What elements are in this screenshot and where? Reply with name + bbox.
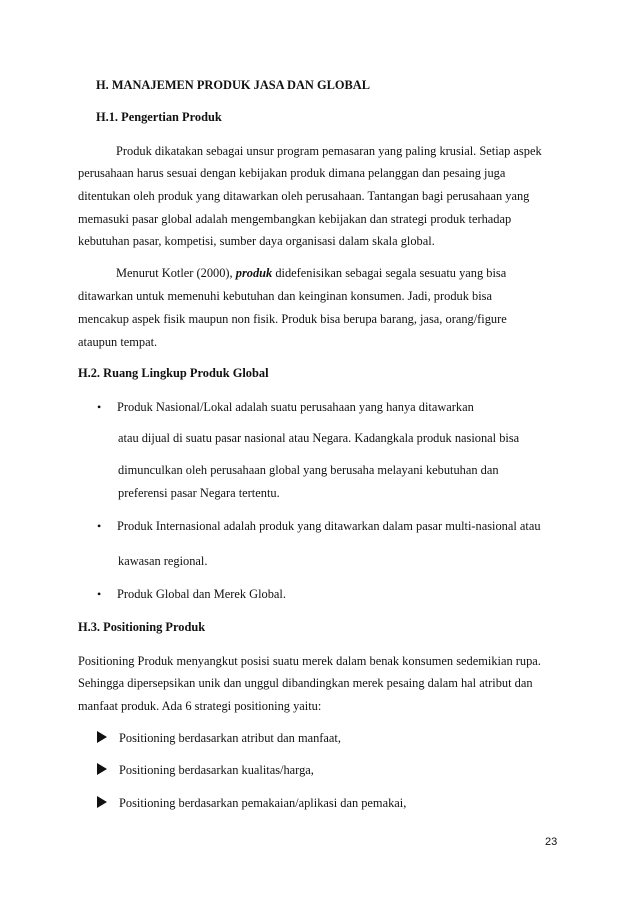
subsection-heading-h2: H.2. Ruang Lingkup Produk Global bbox=[78, 366, 269, 380]
text-run: Menurut Kotler (2000), bbox=[116, 266, 236, 280]
list-item: Produk Global dan Merek Global. bbox=[117, 587, 286, 601]
bullet-icon: • bbox=[97, 587, 102, 601]
paragraph-line: manfaat produk. Ada 6 strategi positioning yaitu: bbox=[78, 699, 322, 713]
paragraph-line: ataupun tempat. bbox=[78, 335, 158, 349]
paragraph-line: ditentukan oleh produk yang ditawarkan oleh perusahaan. Tantangan bagi perusahaan yang bbox=[78, 189, 530, 203]
paragraph-line bbox=[116, 266, 506, 280]
keyword-produk: produk bbox=[235, 266, 273, 280]
list-item: Produk Internasional adalah produk yang ditawarkan dalam pasar multi-nasional atau bbox=[117, 519, 541, 533]
list-item-continuation: kawasan regional. bbox=[118, 554, 208, 568]
text-run: didefenisikan sebagai segala sesuatu yang bisa bbox=[272, 266, 507, 280]
arrow-bullet-icon bbox=[97, 763, 107, 775]
subsection-heading-h3: H.3. Positioning Produk bbox=[78, 620, 206, 634]
paragraph-line: Positioning Produk menyangkut posisi suatu merek dalam benak konsumen sedemikian rupa. bbox=[78, 654, 541, 668]
paragraph-line: memasuki pasar global adalah mengembangkan kebijakan dan strategi produk terhadap bbox=[78, 212, 512, 226]
subsection-heading-h1: H.1. Pengertian Produk bbox=[96, 110, 222, 124]
paragraph-line: kebutuhan pasar, kompetisi, sumber daya organisasi dalam skala global. bbox=[78, 234, 435, 248]
strategy-item: Positioning berdasarkan atribut dan manfaat, bbox=[119, 731, 341, 745]
paragraph-line: mencakup aspek fisik maupun non fisik. Produk bisa berupa barang, jasa, orang/figure bbox=[78, 312, 507, 326]
section-heading: H. MANAJEMEN PRODUK JASA DAN GLOBAL bbox=[96, 78, 370, 92]
paragraph-line: perusahaan harus sesuai dengan kebijakan produk dimana pelanggan dan pesaing juga bbox=[78, 166, 506, 180]
bullet-icon: • bbox=[97, 519, 102, 533]
page-number: 23 bbox=[545, 836, 558, 848]
list-item-continuation: dimunculkan oleh perusahaan global yang berusaha melayani kebutuhan dan bbox=[118, 463, 499, 477]
arrow-bullet-icon bbox=[97, 731, 107, 743]
paragraph-line: Sehingga dipersepsikan unik dan unggul dibandingkan merek pesaing dalam hal atribut dan bbox=[78, 676, 533, 690]
arrow-bullet-icon bbox=[97, 796, 107, 808]
paragraph-line: Produk dikatakan sebagai unsur program pemasaran yang paling krusial. Setiap aspek bbox=[116, 144, 542, 158]
bullet-icon: • bbox=[97, 400, 102, 414]
paragraph-line: ditawarkan untuk memenuhi kebutuhan dan keinginan konsumen. Jadi, produk bisa bbox=[78, 289, 492, 303]
strategy-item: Positioning berdasarkan pemakaian/aplikasi dan pemakai, bbox=[119, 796, 407, 810]
strategy-item: Positioning berdasarkan kualitas/harga, bbox=[119, 763, 314, 777]
list-item: Produk Nasional/Lokal adalah suatu perusahaan yang hanya ditawarkan bbox=[117, 400, 474, 414]
list-item-continuation: atau dijual di suatu pasar nasional atau Negara. Kadangkala produk nasional bisa bbox=[118, 431, 520, 445]
list-item-continuation: preferensi pasar Negara tertentu. bbox=[118, 486, 280, 500]
